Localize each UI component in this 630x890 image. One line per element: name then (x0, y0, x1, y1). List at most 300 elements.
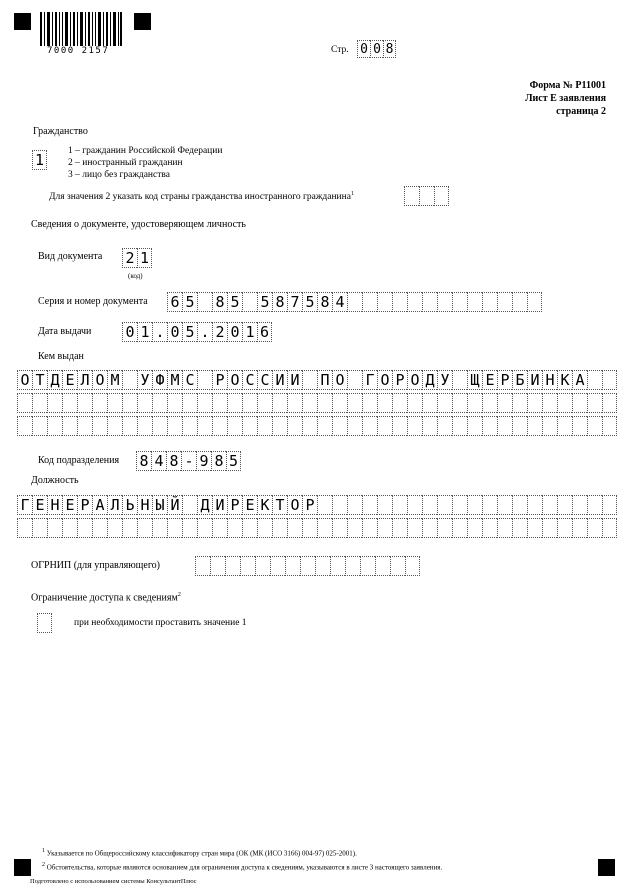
sheet-page: страница 2 (556, 106, 606, 117)
issued-by-line-1-cell[interactable]: М (167, 370, 182, 390)
position-line-2-cell[interactable] (527, 518, 542, 538)
doc-number-input-cell[interactable]: 5 (182, 292, 197, 312)
footnote-1: $^1$ Указывается по Общероссийскому классификатору стран мира (ОК (МК (ИСО 3166) 004-97) 025-2001). (42, 848, 357, 858)
position-line-1-cell[interactable]: Й (167, 495, 182, 515)
division-code-input[interactable] (136, 451, 241, 471)
issued-by-line-1-cell[interactable]: У (137, 370, 152, 390)
issued-by-line-2-cell[interactable] (407, 393, 422, 413)
position-line-2-cell[interactable] (587, 518, 602, 538)
issued-by-line-3-cell[interactable] (302, 416, 317, 436)
doc-number-input-cell[interactable]: 8 (272, 292, 287, 312)
issued-by-line-1-cell[interactable]: Д (47, 370, 62, 390)
issued-by-line-2-cell[interactable] (107, 393, 122, 413)
issue-date-label: Дата выдачи (38, 326, 92, 337)
issued-by-line-2-cell[interactable] (497, 393, 512, 413)
issued-by-line-2-cell[interactable] (332, 393, 347, 413)
doc-number-input-cell[interactable] (377, 292, 392, 312)
page-number-boxes-cell: 0 (357, 40, 370, 58)
issued-by-line-1-cell[interactable]: Л (77, 370, 92, 390)
issued-by-line-3-cell[interactable] (107, 416, 122, 436)
issued-by-line-1-cell[interactable]: О (227, 370, 242, 390)
issue-date-input-cell[interactable]: . (152, 322, 167, 342)
division-code-input-cell[interactable]: 9 (196, 451, 211, 471)
issued-by-line-1-cell[interactable]: Т (32, 370, 47, 390)
issued-by-line-3-cell[interactable] (152, 416, 167, 436)
division-code-input-cell[interactable]: 4 (151, 451, 166, 471)
issued-by-line-3-cell[interactable] (377, 416, 392, 436)
doc-number-input-cell[interactable] (422, 292, 437, 312)
position-line-2-cell[interactable] (167, 518, 182, 538)
doc-number-input-cell[interactable] (392, 292, 407, 312)
issued-by-line-2-cell[interactable] (602, 393, 617, 413)
page-number-boxes (357, 40, 396, 58)
ogrnip-input-cell[interactable] (315, 556, 330, 576)
issued-by-line-3-cell[interactable] (272, 416, 287, 436)
issue-date-input-cell[interactable]: 1 (137, 322, 152, 342)
issued-by-line-1-cell[interactable]: Щ (467, 370, 482, 390)
issue-date-input-cell[interactable]: 6 (257, 322, 272, 342)
access-input-cell[interactable] (37, 613, 52, 633)
doc-number-input-cell[interactable] (437, 292, 452, 312)
issued-by-line-3-cell[interactable] (437, 416, 452, 436)
position-line-1[interactable] (17, 495, 617, 515)
page-number-boxes-cell: 0 (370, 40, 383, 58)
corner-marker-top-right (134, 13, 151, 30)
position-line-2-cell[interactable] (377, 518, 392, 538)
issued-by-line-1-cell[interactable]: С (182, 370, 197, 390)
position-line-2-cell[interactable] (257, 518, 272, 538)
issued-by-line-1-cell[interactable] (122, 370, 137, 390)
issued-by-line-3-cell[interactable] (197, 416, 212, 436)
issued-by-line-3-cell[interactable] (332, 416, 347, 436)
position-line-2-cell[interactable] (302, 518, 317, 538)
doc-number-input-cell[interactable]: 8 (317, 292, 332, 312)
position-line-2-cell[interactable] (47, 518, 62, 538)
issued-by-line-3-cell[interactable] (47, 416, 62, 436)
position-line-2-cell[interactable] (512, 518, 527, 538)
ogrnip-input-cell[interactable] (330, 556, 345, 576)
citizenship-option-1: 1 – гражданин Российской Федерации (68, 146, 223, 156)
issued-by-line-1-cell[interactable]: С (257, 370, 272, 390)
issued-by-line-1-cell[interactable]: О (407, 370, 422, 390)
issued-by-line-1-cell[interactable]: А (572, 370, 587, 390)
position-line-1-cell[interactable] (377, 495, 392, 515)
issued-by-line-1-cell[interactable] (197, 370, 212, 390)
issued-by-line-2-cell[interactable] (482, 393, 497, 413)
issued-by-line-3-cell[interactable] (17, 416, 32, 436)
doc-type-input-cell[interactable]: 2 (122, 248, 137, 268)
doc-number-input-cell[interactable] (347, 292, 362, 312)
division-code-input-cell[interactable]: 8 (211, 451, 226, 471)
issued-by-line-3-cell[interactable] (527, 416, 542, 436)
doc-number-input-cell[interactable] (512, 292, 527, 312)
issued-by-line-2-cell[interactable] (572, 393, 587, 413)
division-code-input-cell[interactable]: - (181, 451, 196, 471)
issued-by-line-2-cell[interactable] (197, 393, 212, 413)
issued-by-line-1-cell[interactable]: Р (497, 370, 512, 390)
position-line-1-cell[interactable]: О (287, 495, 302, 515)
position-line-2-cell[interactable] (272, 518, 287, 538)
ogrnip-input-cell[interactable] (255, 556, 270, 576)
issued-by-line-3-cell[interactable] (62, 416, 77, 436)
issued-by-line-2-cell[interactable] (212, 393, 227, 413)
position-line-2-cell[interactable] (62, 518, 77, 538)
doc-number-input-cell[interactable] (467, 292, 482, 312)
position-line-1-cell[interactable] (572, 495, 587, 515)
issued-by-line-1-cell[interactable] (587, 370, 602, 390)
doc-number-input-cell[interactable]: 4 (332, 292, 347, 312)
issued-by-line-1-cell[interactable]: Ф (152, 370, 167, 390)
doc-number-input-cell[interactable] (407, 292, 422, 312)
issued-by-line-2[interactable] (17, 393, 617, 413)
issued-by-line-2-cell[interactable] (362, 393, 377, 413)
position-line-2-cell[interactable] (452, 518, 467, 538)
position-line-1-cell[interactable] (437, 495, 452, 515)
position-line-1-cell[interactable]: А (92, 495, 107, 515)
issued-by-line-2-cell[interactable] (242, 393, 257, 413)
sheet-title: Лист Е заявления (525, 93, 606, 104)
position-line-2-cell[interactable] (212, 518, 227, 538)
issued-by-line-2-cell[interactable] (137, 393, 152, 413)
position-line-2-cell[interactable] (362, 518, 377, 538)
doc-number-input-cell[interactable]: 5 (257, 292, 272, 312)
position-line-2-cell[interactable] (497, 518, 512, 538)
issued-by-line-1-cell[interactable]: Е (482, 370, 497, 390)
citizenship-input-cell[interactable]: 1 (32, 150, 47, 170)
position-line-2-cell[interactable] (197, 518, 212, 538)
doc-number-input-cell[interactable] (242, 292, 257, 312)
doc-type-input-cell[interactable]: 1 (137, 248, 152, 268)
position-line-2-cell[interactable] (77, 518, 92, 538)
position-line-1-cell[interactable]: Е (32, 495, 47, 515)
issued-by-line-3-cell[interactable] (587, 416, 602, 436)
position-line-2-cell[interactable] (392, 518, 407, 538)
issued-by-line-1-cell[interactable] (302, 370, 317, 390)
identity-doc-heading: Сведения о документе, удостоверяющем личность (31, 219, 246, 230)
division-code-label: Код подразделения (38, 455, 120, 466)
ogrnip-input-cell[interactable] (240, 556, 255, 576)
position-line-1-cell[interactable] (557, 495, 572, 515)
position-line-2-cell[interactable] (347, 518, 362, 538)
citizenship-option-3: 3 – лицо без гражданства (68, 170, 170, 180)
position-line-2-cell[interactable] (137, 518, 152, 538)
issued-by-line-2-cell[interactable] (512, 393, 527, 413)
position-line-2-cell[interactable] (92, 518, 107, 538)
issued-by-line-3-cell[interactable] (137, 416, 152, 436)
position-line-2-cell[interactable] (437, 518, 452, 538)
issued-by-line-3-cell[interactable] (77, 416, 92, 436)
position-line-2-cell[interactable] (107, 518, 122, 538)
position-line-1-cell[interactable]: Д (197, 495, 212, 515)
position-line-1-cell[interactable] (497, 495, 512, 515)
issued-by-line-1-cell[interactable]: О (92, 370, 107, 390)
issued-by-line-1-cell[interactable]: Б (512, 370, 527, 390)
position-line-2-cell[interactable] (572, 518, 587, 538)
issued-by-line-3-cell[interactable] (512, 416, 527, 436)
doc-number-input-cell[interactable]: 5 (227, 292, 242, 312)
issued-by-line-3-cell[interactable] (92, 416, 107, 436)
issued-by-line-3-cell[interactable] (557, 416, 572, 436)
issue-date-input-cell[interactable]: 1 (242, 322, 257, 342)
doc-type-input[interactable] (122, 248, 152, 268)
position-line-1-cell[interactable] (482, 495, 497, 515)
issued-by-line-2-cell[interactable] (77, 393, 92, 413)
position-line-1-cell[interactable] (182, 495, 197, 515)
doc-number-input-cell[interactable]: 6 (167, 292, 182, 312)
issued-by-line-1-cell[interactable]: Е (62, 370, 77, 390)
issued-by-line-3-cell[interactable] (572, 416, 587, 436)
doc-number-label: Серия и номер документа (38, 296, 148, 307)
corner-marker-top-left (14, 13, 31, 30)
doc-number-input-cell[interactable] (482, 292, 497, 312)
ogrnip-input-cell[interactable] (345, 556, 360, 576)
position-line-2-cell[interactable] (332, 518, 347, 538)
country-code-input-cell[interactable] (404, 186, 419, 206)
ogrnip-input-cell[interactable] (210, 556, 225, 576)
doc-number-input-cell[interactable] (527, 292, 542, 312)
position-line-2-cell[interactable] (32, 518, 47, 538)
position-line-2-cell[interactable] (287, 518, 302, 538)
position-line-1-cell[interactable]: Н (47, 495, 62, 515)
position-line-1-cell[interactable] (602, 495, 617, 515)
corner-marker-bottom-right (598, 859, 615, 876)
position-line-1-cell[interactable]: Л (107, 495, 122, 515)
position-line-1-cell[interactable]: Е (62, 495, 77, 515)
access-hint: при необходимости проставить значение 1 (74, 618, 247, 628)
issued-by-line-2-cell[interactable] (17, 393, 32, 413)
position-line-1-cell[interactable] (347, 495, 362, 515)
position-line-2-cell[interactable] (407, 518, 422, 538)
doc-number-input-cell[interactable]: 5 (302, 292, 317, 312)
issued-by-line-2-cell[interactable] (287, 393, 302, 413)
issued-by-line-2-cell[interactable] (227, 393, 242, 413)
issued-by-line-3-cell[interactable] (602, 416, 617, 436)
issued-by-line-2-cell[interactable] (527, 393, 542, 413)
position-line-1-cell[interactable] (407, 495, 422, 515)
barcode (40, 12, 122, 46)
doc-number-input-cell[interactable]: 8 (212, 292, 227, 312)
position-line-1-cell[interactable] (467, 495, 482, 515)
country-code-input[interactable] (404, 186, 449, 206)
issued-by-line-1-cell[interactable]: Д (422, 370, 437, 390)
issued-by-line-2-cell[interactable] (467, 393, 482, 413)
issue-date-input-cell[interactable]: 0 (227, 322, 242, 342)
doc-number-input-cell[interactable] (497, 292, 512, 312)
issued-by-line-2-cell[interactable] (257, 393, 272, 413)
issued-by-line-3-cell[interactable] (287, 416, 302, 436)
position-line-1-cell[interactable]: Т (272, 495, 287, 515)
access-input[interactable] (37, 613, 52, 633)
issued-by-line-2-cell[interactable] (32, 393, 47, 413)
issued-by-line-2-cell[interactable] (542, 393, 557, 413)
issued-by-line-3-cell[interactable] (467, 416, 482, 436)
position-line-2-cell[interactable] (242, 518, 257, 538)
issued-by-line-2-cell[interactable] (167, 393, 182, 413)
issued-by-line-2-cell[interactable] (62, 393, 77, 413)
issue-date-input-cell[interactable]: 2 (212, 322, 227, 342)
issued-by-line-1-cell[interactable]: Г (362, 370, 377, 390)
citizenship-heading: Гражданство (33, 126, 88, 137)
doc-number-input-cell[interactable] (452, 292, 467, 312)
ogrnip-input-cell[interactable] (375, 556, 390, 576)
position-line-2[interactable] (17, 518, 617, 538)
issued-by-line-1-cell[interactable] (347, 370, 362, 390)
issued-by-line-3-cell[interactable] (452, 416, 467, 436)
issued-by-line-3-cell[interactable] (497, 416, 512, 436)
issued-by-line-3-cell[interactable] (122, 416, 137, 436)
issued-by-line-2-cell[interactable] (122, 393, 137, 413)
issued-by-line-1-cell[interactable]: М (107, 370, 122, 390)
position-line-2-cell[interactable] (317, 518, 332, 538)
issued-by-line-3-cell[interactable] (227, 416, 242, 436)
issue-date-input-cell[interactable]: . (197, 322, 212, 342)
issued-by-line-2-cell[interactable] (317, 393, 332, 413)
issued-by-line-3-cell[interactable] (32, 416, 47, 436)
issued-by-line-1-cell[interactable]: У (437, 370, 452, 390)
issued-by-line-3-cell[interactable] (212, 416, 227, 436)
division-code-input-cell[interactable]: 8 (136, 451, 151, 471)
doc-number-input[interactable] (167, 292, 542, 312)
issued-by-line-1-cell[interactable]: Р (392, 370, 407, 390)
issued-by-line-2-cell[interactable] (377, 393, 392, 413)
ogrnip-input-cell[interactable] (405, 556, 420, 576)
position-line-1-cell[interactable] (542, 495, 557, 515)
ogrnip-input-cell[interactable] (300, 556, 315, 576)
issue-date-input-cell[interactable]: 0 (167, 322, 182, 342)
issued-by-line-2-cell[interactable] (452, 393, 467, 413)
issued-by-line-3-cell[interactable] (167, 416, 182, 436)
country-code-input-cell[interactable] (434, 186, 449, 206)
issued-by-line-1-cell[interactable]: Р (212, 370, 227, 390)
issued-by-line-3-cell[interactable] (242, 416, 257, 436)
issued-by-line-2-cell[interactable] (392, 393, 407, 413)
issued-by-line-3-cell[interactable] (422, 416, 437, 436)
position-line-1-cell[interactable]: К (257, 495, 272, 515)
position-line-1-cell[interactable]: Н (137, 495, 152, 515)
position-line-1-cell[interactable] (512, 495, 527, 515)
doc-type-hint: (код) (128, 272, 143, 280)
issued-by-line-1-cell[interactable] (602, 370, 617, 390)
position-line-1-cell[interactable]: Ы (152, 495, 167, 515)
position-line-1-cell[interactable] (317, 495, 332, 515)
position-line-1-cell[interactable]: Р (227, 495, 242, 515)
issued-by-line-1-cell[interactable]: С (242, 370, 257, 390)
issued-by-line-1-cell[interactable]: И (287, 370, 302, 390)
issued-by-line-1-cell[interactable]: О (332, 370, 347, 390)
doc-number-input-cell[interactable] (197, 292, 212, 312)
barcode-number: 7000 2157 (47, 46, 110, 56)
issued-by-line-2-cell[interactable] (557, 393, 572, 413)
position-line-2-cell[interactable] (467, 518, 482, 538)
ogrnip-input-cell[interactable] (285, 556, 300, 576)
issue-date-input-cell[interactable]: 5 (182, 322, 197, 342)
position-line-1-cell[interactable] (452, 495, 467, 515)
position-line-1-cell[interactable] (332, 495, 347, 515)
issued-by-line-2-cell[interactable] (47, 393, 62, 413)
ogrnip-input-cell[interactable] (360, 556, 375, 576)
issue-date-input-cell[interactable]: 0 (122, 322, 137, 342)
ogrnip-label: ОГРНИП (для управляющего) (31, 560, 160, 571)
issued-by-line-3-cell[interactable] (347, 416, 362, 436)
position-line-1-cell[interactable]: Ь (122, 495, 137, 515)
issued-by-line-2-cell[interactable] (272, 393, 287, 413)
position-line-2-cell[interactable] (557, 518, 572, 538)
position-line-2-cell[interactable] (602, 518, 617, 538)
position-line-1-cell[interactable]: Р (77, 495, 92, 515)
position-line-2-cell[interactable] (422, 518, 437, 538)
form-title: Форма № Р11001 (529, 80, 606, 91)
position-line-1-cell[interactable] (392, 495, 407, 515)
issue-date-input[interactable] (122, 322, 272, 342)
page-number-boxes-cell: 8 (383, 40, 396, 58)
doc-number-input-cell[interactable]: 7 (287, 292, 302, 312)
position-line-2-cell[interactable] (227, 518, 242, 538)
ogrnip-input-cell[interactable] (225, 556, 240, 576)
issued-by-line-3[interactable] (17, 416, 617, 436)
issued-by-line-3-cell[interactable] (257, 416, 272, 436)
position-line-1-cell[interactable]: Е (242, 495, 257, 515)
issued-by-line-1-cell[interactable]: К (557, 370, 572, 390)
issued-by-line-1-cell[interactable]: П (317, 370, 332, 390)
issued-by-line-1-cell[interactable]: О (17, 370, 32, 390)
position-line-2-cell[interactable] (152, 518, 167, 538)
issued-by-line-3-cell[interactable] (362, 416, 377, 436)
position-line-1-cell[interactable] (527, 495, 542, 515)
issued-by-line-1-cell[interactable]: О (377, 370, 392, 390)
issued-by-line-2-cell[interactable] (152, 393, 167, 413)
issued-by-line-1[interactable] (17, 370, 617, 390)
issued-by-line-2-cell[interactable] (587, 393, 602, 413)
position-line-1-cell[interactable]: Р (302, 495, 317, 515)
citizenship-input[interactable] (32, 150, 47, 170)
position-line-2-cell[interactable] (122, 518, 137, 538)
position-line-2-cell[interactable] (17, 518, 32, 538)
issued-by-line-2-cell[interactable] (437, 393, 452, 413)
position-line-1-cell[interactable] (587, 495, 602, 515)
issued-by-line-3-cell[interactable] (317, 416, 332, 436)
ogrnip-input-cell[interactable] (270, 556, 285, 576)
ogrnip-input-cell[interactable] (390, 556, 405, 576)
issued-by-line-2-cell[interactable] (347, 393, 362, 413)
issued-by-line-2-cell[interactable] (92, 393, 107, 413)
position-line-2-cell[interactable] (542, 518, 557, 538)
issued-by-line-2-cell[interactable] (302, 393, 317, 413)
issued-by-line-3-cell[interactable] (482, 416, 497, 436)
position-line-2-cell[interactable] (482, 518, 497, 538)
issued-by-line-2-cell[interactable] (422, 393, 437, 413)
position-line-2-cell[interactable] (182, 518, 197, 538)
country-code-input-cell[interactable] (419, 186, 434, 206)
position-line-1-cell[interactable]: Г (17, 495, 32, 515)
issued-by-line-1-cell[interactable]: Н (542, 370, 557, 390)
issued-by-line-3-cell[interactable] (182, 416, 197, 436)
position-line-1-cell[interactable] (362, 495, 377, 515)
issued-by-line-2-cell[interactable] (182, 393, 197, 413)
issued-by-line-1-cell[interactable] (452, 370, 467, 390)
issued-by-line-1-cell[interactable]: И (527, 370, 542, 390)
position-line-1-cell[interactable]: И (212, 495, 227, 515)
issued-by-line-3-cell[interactable] (407, 416, 422, 436)
ogrnip-input-cell[interactable] (195, 556, 210, 576)
issued-by-line-1-cell[interactable]: И (272, 370, 287, 390)
division-code-input-cell[interactable]: 5 (226, 451, 241, 471)
issued-by-line-3-cell[interactable] (392, 416, 407, 436)
division-code-input-cell[interactable]: 8 (166, 451, 181, 471)
doc-number-input-cell[interactable] (362, 292, 377, 312)
position-line-1-cell[interactable] (422, 495, 437, 515)
ogrnip-input[interactable] (195, 556, 420, 576)
issued-by-line-3-cell[interactable] (542, 416, 557, 436)
